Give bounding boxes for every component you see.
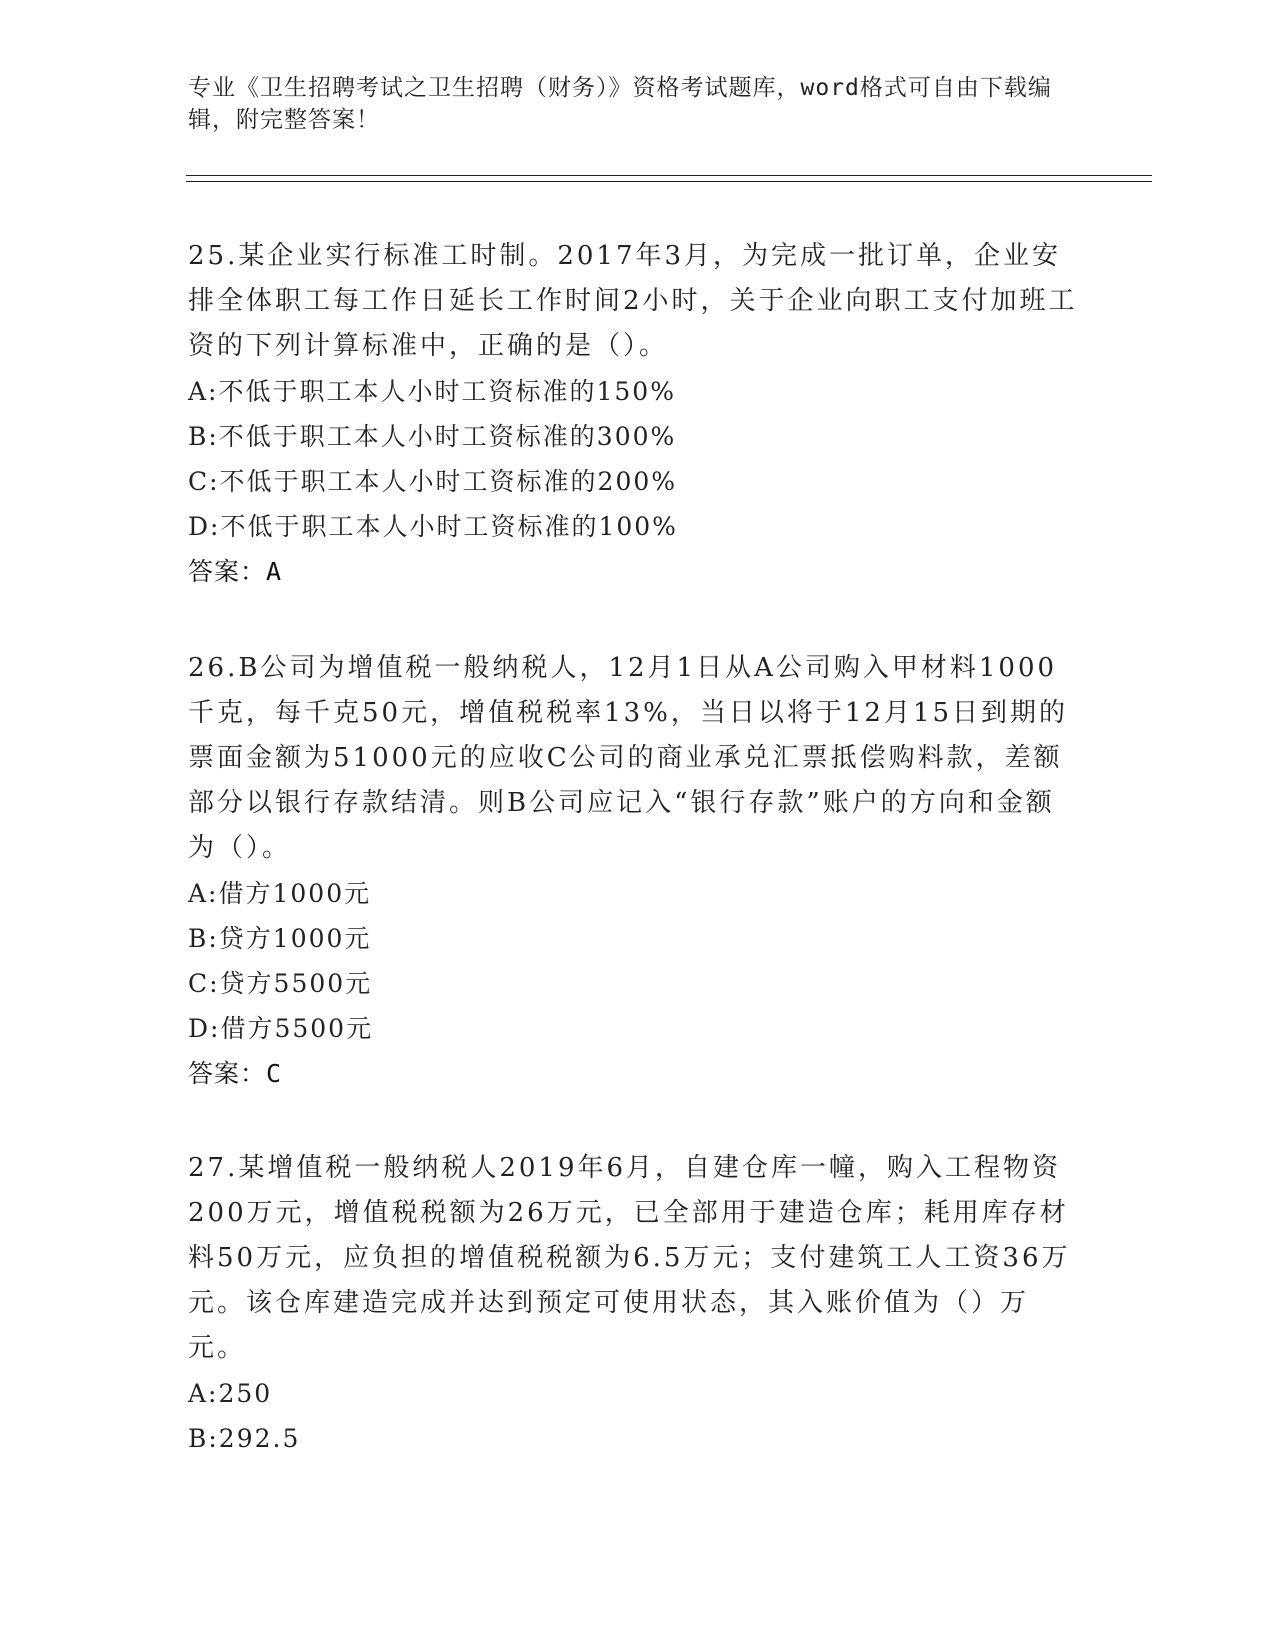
option-d: D:借方5500元 <box>188 1014 374 1043</box>
option-a: A:250 <box>188 1379 273 1408</box>
header-divider-bottom <box>186 181 1152 182</box>
question-stem: 25.某企业实行标准工时制。2017年3月，为完成一批订单，企业安排全体职工每工作日延长工作时间2小时，关于企业向职工支付加班工资的下列计算标准中，正确的是（）。 <box>188 241 1078 361</box>
option-c: C:不低于职工本人小时工资标准的200% <box>188 467 678 496</box>
option-a: A:不低于职工本人小时工资标准的150% <box>188 377 676 406</box>
document-header: 专业《卫生招聘考试之卫生招聘（财务）》资格考试题库，word格式可自由下载编辑，附完整答案！ <box>188 75 1052 133</box>
option-c: C:贷方5500元 <box>188 969 373 998</box>
option-d: D:不低于职工本人小时工资标准的100% <box>188 512 678 541</box>
question-26 <box>188 646 1078 1096</box>
question-stem: 27.某增值税一般纳税人2019年6月，自建仓库一幢，购入工程物资200万元，增值税税额为26万元，已全部用于建造仓库；耗用库存材料50万元，应负担的增值税税额为6.5万元；支付建筑工人工资36万元。该仓库建造完成并达到预定可使用状态，其入账价值为（）万元。 <box>188 1153 1071 1363</box>
header-divider-top <box>186 175 1152 176</box>
option-b: B:不低于职工本人小时工资标准的300% <box>188 422 677 451</box>
question-27 <box>188 1146 1078 1461</box>
option-a: A:借方1000元 <box>188 879 372 908</box>
answer: 答案：C <box>188 1059 283 1088</box>
answer: 答案：A <box>188 557 283 586</box>
option-b: B:贷方1000元 <box>188 924 372 953</box>
option-b: B:292.5 <box>188 1424 301 1453</box>
question-stem: 26.B公司为增值税一般纳税人，12月1日从A公司购入甲材料1000千克，每千克50元，增值税税率13%，当日以将于12月15日到期的票面金额为51000元的应收C公司的商业承兑汇票抵偿购料款，差额部分以银行存款结清。则B公司应记入“银行存款”账户的方向和金额为（）。 <box>188 653 1069 863</box>
question-25 <box>188 234 1078 594</box>
